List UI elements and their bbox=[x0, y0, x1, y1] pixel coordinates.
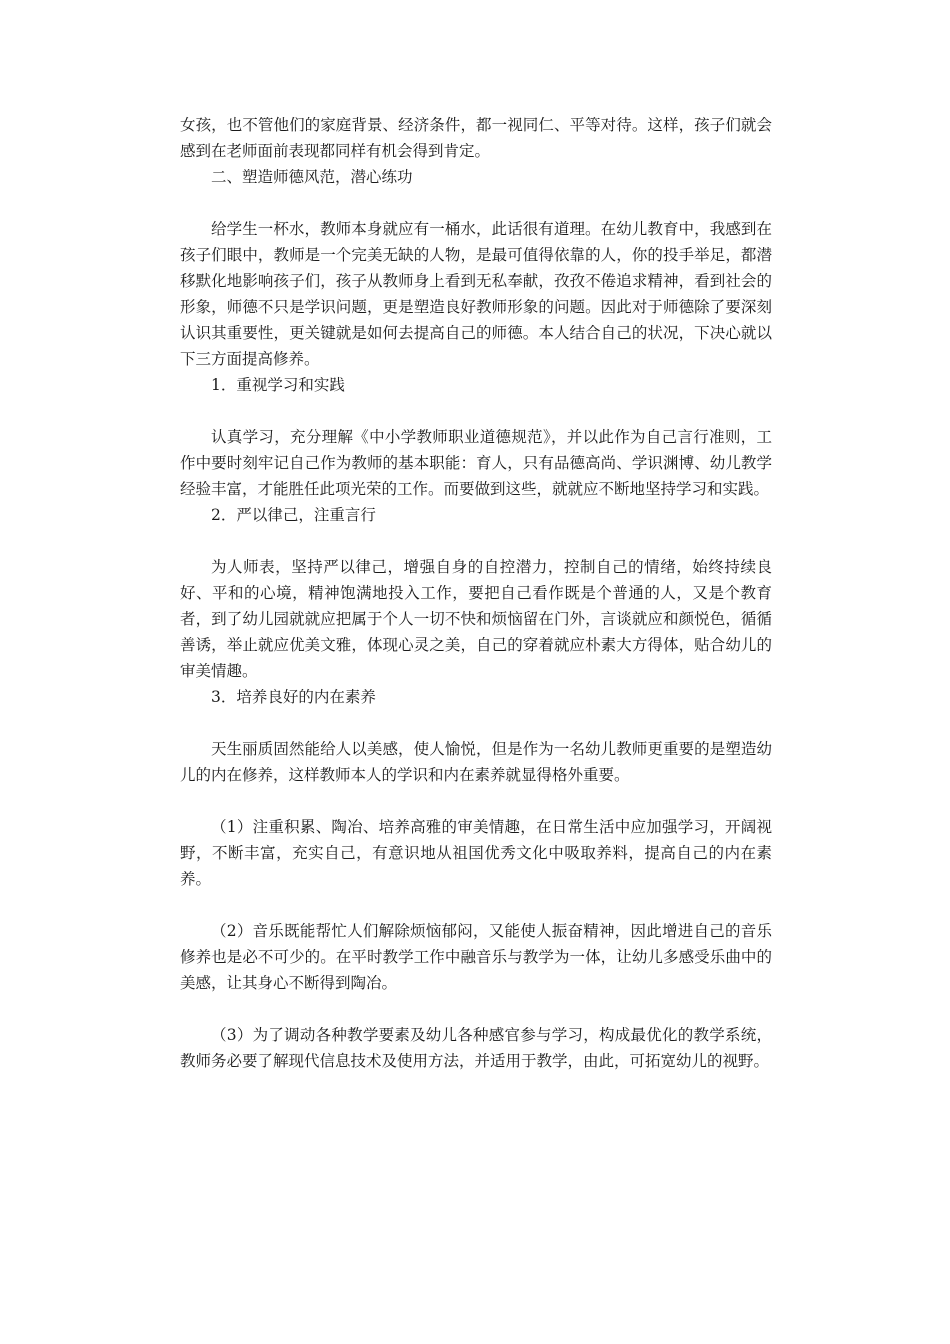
sub-point-2: （2）音乐既能帮忙人们解除烦恼郁闷，又能使人振奋精神，因此增进自己的音乐修养也是必不可少的。在平时教学工作中融音乐与教学为一体，让幼儿多感受乐曲中的美感，让其身心不断得到陶冶。 bbox=[180, 922, 772, 992]
paragraph-intro-continuation: 女孩，也不管他们的家庭背景、经济条件，都一视同仁、平等对待。这样，孩子们就会感到在老师面前表现都同样有机会得到肯定。 bbox=[180, 116, 772, 160]
item-1-body: 认真学习，充分理解《中小学教师职业道德规范》，并以此作为自己言行准则，工作中要时刻牢记自己作为教师的基本职能：育人，只有品德高尚、学识渊博、幼儿教学经验丰富，才能胜任此项光荣的工作。而要做到这些，就就应不断地坚持学习和实践。 bbox=[180, 428, 772, 498]
item-2-heading: 2．严以律己，注重言行 bbox=[211, 506, 376, 524]
item-3-body: 天生丽质固然能给人以美感，使人愉悦，但是作为一名幼儿教师更重要的是塑造幼儿的内在修养，这样教师本人的学识和内在素养就显得格外重要。 bbox=[180, 740, 772, 784]
item-3-heading: 3．培养良好的内在素养 bbox=[211, 688, 376, 706]
item-2-body: 为人师表，坚持严以律己，增强自身的自控潜力，控制自己的情绪，始终持续良好、平和的心境，精神饱满地投入工作，要把自己看作既是个普通的人，又是个教育者，到了幼儿园就就应把属于个人一切不快和烦恼留在门外，言谈就应和颜悦色，循循善诱，举止就应优美文雅，体现心灵之美，自己的穿着就应朴素大方得体，贴合幼儿的审美情趣。 bbox=[180, 558, 772, 680]
item-1-heading: 1．重视学习和实践 bbox=[211, 376, 345, 394]
section-2-body: 给学生一杯水，教师本身就应有一桶水，此话很有道理。在幼儿教育中，我感到在孩子们眼中，教师是一个完美无缺的人物，是最可值得依靠的人，你的投手举足，都潜移默化地影响孩子们，孩子从教师身上看到无私奉献，孜孜不倦追求精神，看到社会的形象，师德不只是学识问题，更是塑造良好教师形象的问题。因此对于师德除了要深刻认识其重要性，更关键就是如何去提高自己的师德。本人结合自己的状况，下决心就以下三方面提高修养。 bbox=[180, 220, 772, 368]
section-2-heading: 二、塑造师德风范，潜心练功 bbox=[211, 168, 413, 186]
document-page bbox=[180, 112, 772, 1074]
sub-point-3: （3）为了调动各种教学要素及幼儿各种感官参与学习，构成最优化的教学系统，教师务必要了解现代信息技术及使用方法，并适用于教学，由此，可拓宽幼儿的视野。 bbox=[180, 1026, 772, 1070]
sub-point-1: （1）注重积累、陶冶、培养高雅的审美情趣，在日常生活中应加强学习，开阔视野，不断丰富，充实自己，有意识地从祖国优秀文化中吸取养料，提高自己的内在素养。 bbox=[180, 818, 772, 888]
